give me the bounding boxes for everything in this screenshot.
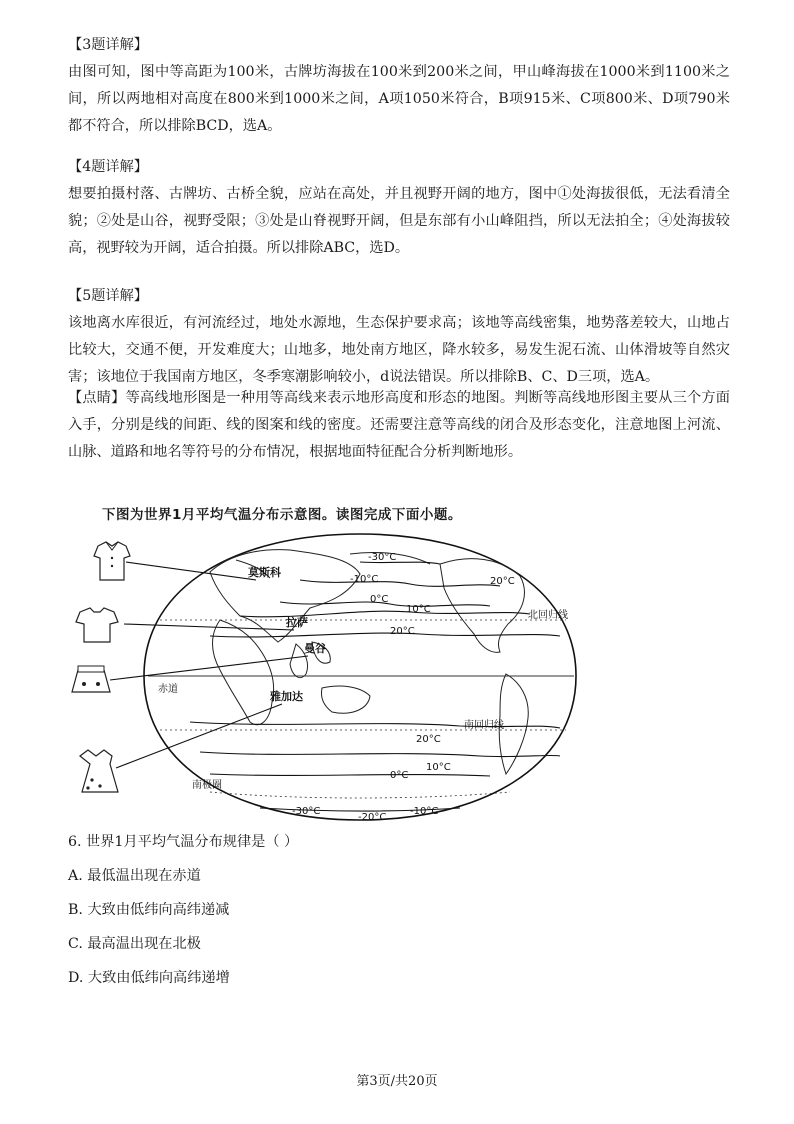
isotherm-label-s10: 10°C (426, 762, 451, 773)
isotherm-label-p10: 10°C (406, 604, 431, 615)
tip-text: 【点睛】等高线地形图是一种用等高线来表示地形高度和形态的地图。判断等高线地形图主要从三个方面入手，分别是线的间距、线的图案和线的密度。还需要注意等高线的闭合及形态变化，注意地图上河流、山脉、道路和地名等符号的分布情况，根据地面特征配合分析判断地形。 (68, 390, 730, 460)
question-6-option-c[interactable]: C. 最高温出现在北极 (68, 936, 201, 952)
city-jakarta: 雅加达 (270, 690, 303, 703)
label-tropic-cancer: 北回归线 (528, 610, 568, 621)
q5-text: 该地离水库很近，有河流经过，地处水源地，生态保护要求高；该地等高线密集，地势落差较大，山地占比较大，交通不便，开发难度大；山地多，地处南方地区，降水较多，易发生泥石流、山体滑坡等自然灾害；该地位于我国南方地区，冬季寒潮影响较小，d说法错误。所以排除B、C、D三项，选A。 (68, 315, 730, 385)
city-lhasa: 拉萨 (286, 616, 308, 629)
q5-heading: 【5题详解】 (68, 288, 148, 304)
question-6-stem: 6. 世界1月平均气温分布规律是（ ） (68, 834, 299, 850)
tshirt-icon (76, 608, 118, 642)
question-6-option-a[interactable]: A. 最低温出现在赤道 (68, 868, 201, 884)
figure-caption: 下图为世界1月平均气温分布示意图。读图完成下面小题。 (102, 507, 462, 523)
city-moscow: 莫斯科 (248, 566, 281, 579)
world-temperature-map (60, 524, 580, 828)
q5-explanation (68, 310, 730, 391)
page-footer: 第3页/共20页 (356, 1074, 438, 1089)
q4-heading: 【4题详解】 (68, 159, 148, 175)
q3-explanation (68, 59, 730, 140)
q4-explanation (68, 181, 730, 262)
isotherm-label-zero: 0°C (370, 594, 389, 605)
shirt-icon (94, 542, 130, 580)
isotherm-label-p20: 20°C (390, 626, 415, 637)
isotherm-label-s0: 0°C (390, 770, 409, 781)
label-tropic-capricorn: 南回归线 (464, 720, 504, 731)
q3-text: 由图可知，图中等高距为100米，古牌坊海拔在100米到200米之间，甲山峰海拔在1000米到1100米之间，所以两地相对高度在800米到1000米之间，A项1050米符合，B项915米、C项800米、D项790米都不符合，所以排除BCD，选A。 (68, 64, 730, 134)
label-antarctic-circle: 南极圈 (192, 780, 222, 791)
skirt-icon (72, 666, 110, 692)
question-6-option-d[interactable]: D. 大致由低纬向高纬递增 (68, 970, 230, 986)
q4-text: 想要拍摄村落、古牌坊、古桥全貌，应站在高处，并且视野开阔的地方，图中①处海拔很低，无法看清全貌；②处是山谷，视野受限；③处是山脊视野开阔，但是东部有小山峰阻挡，所以无法拍全；④处海拔较高，视野较为开阔，适合拍摄。所以排除ABC，选D。 (68, 186, 730, 256)
question-6-option-b[interactable]: B. 大致由低纬向高纬递减 (68, 902, 230, 918)
dress-icon (80, 750, 118, 792)
city-bangkok: 曼谷 (304, 642, 326, 655)
isotherm-label-s20b: -20°C (358, 812, 387, 823)
q3-heading: 【3题详解】 (68, 37, 148, 53)
isotherm-label-n30: -30°C (368, 552, 397, 563)
isotherm-label-s10b: -10°C (410, 806, 439, 817)
isotherm-label-n10: -10°C (350, 574, 379, 585)
isotherm-label-s30: -30°C (292, 806, 321, 817)
isotherm-label-s20: 20°C (416, 734, 441, 745)
isotherm-label-n20: 20°C (490, 576, 515, 587)
tip-paragraph (68, 385, 730, 466)
label-equator: 赤道 (158, 684, 178, 695)
